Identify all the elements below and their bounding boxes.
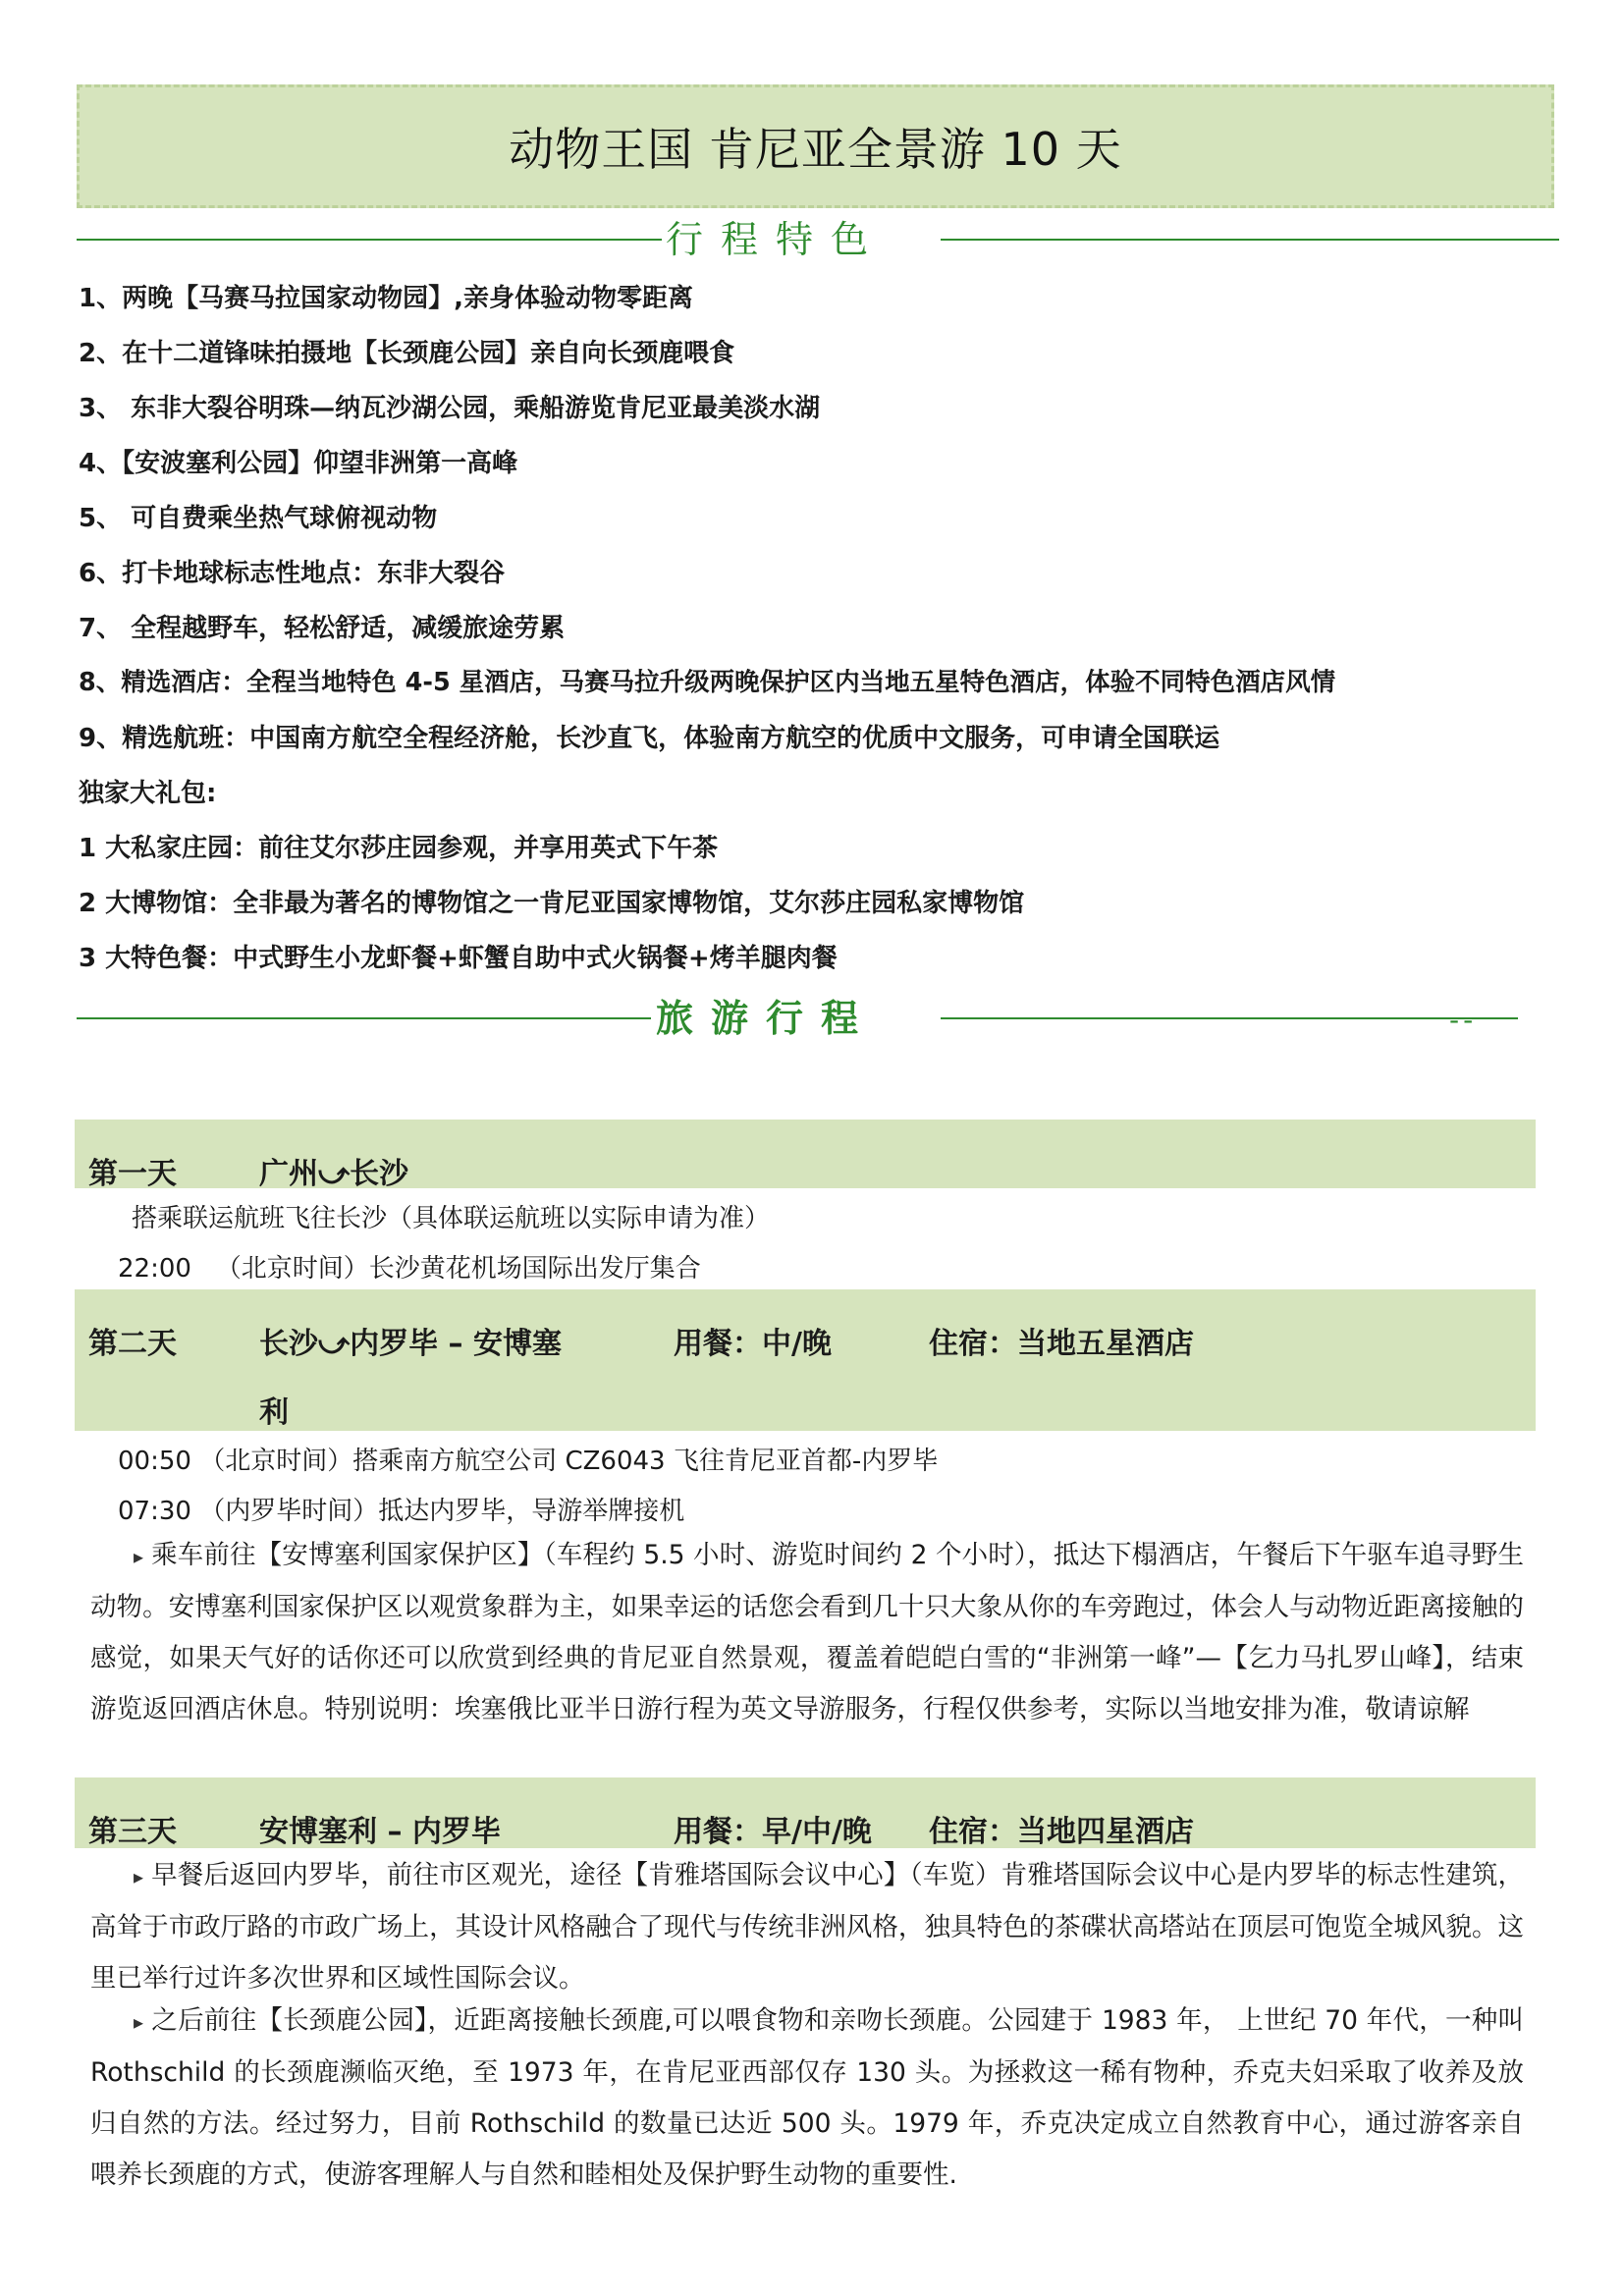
itinerary-paragraph xyxy=(90,1850,1524,2004)
day-route: 广州⤻长沙 xyxy=(259,1157,409,1191)
triangle-bullet-icon: ▸ xyxy=(134,1545,144,1568)
itinerary-line: 搭乘联运航班飞往长沙（具体联运航班以实际申请为准） xyxy=(132,1204,771,1233)
page-title: 动物王国 肯尼亚全景游 10 天 xyxy=(509,123,1122,176)
day-label: 第一天 xyxy=(88,1157,177,1191)
feature-item: 8、精选酒店：全程当地特色 4-5 星酒店，马赛马拉升级两晚保护区内当地五星特色酒店，体验不同特色酒店风情 xyxy=(79,668,1336,697)
paragraph-text: 乘车前往【安博塞利国家保护区】（车程约 5.5 小时、游览时间约 2 个小时），抵达下榻酒店，午餐后下午驱车追寻野生动物。安博塞利国家保护区以观赏象群为主，如果幸运的话您会看到几十只大象从你的车旁跑过，体会人与动物近距离接触的感觉，如果天气好的话你还可以欣赏到经典的肯尼亚自然景观，覆盖着皑皑白雪的“非洲第一峰”—【乞力马扎罗山峰】，结束游览返回酒店休息。特别说明：埃塞俄比亚半日游行程为英文导游服务，行程仅供参考，实际以当地安排为准，敬请谅解 xyxy=(90,1540,1524,1724)
day-route: 长沙⤻内罗毕 – 安博塞 xyxy=(259,1327,562,1361)
gift-item: 1 大私家庄园：前往艾尔莎庄园参观，并享用英式下午茶 xyxy=(79,834,719,863)
feature-item: 3、 东非大裂谷明珠—纳瓦沙湖公园，乘船游览肯尼亚最美淡水湖 xyxy=(79,394,821,423)
itinerary-line: 07:30 （内罗毕时间）抵达内罗毕，导游举牌接机 xyxy=(118,1497,685,1526)
title-banner xyxy=(77,84,1554,208)
section-rule-itinerary xyxy=(77,989,1481,1048)
feature-item: 4、【安波塞利公园】仰望非洲第一高峰 xyxy=(79,449,518,478)
rule-tail: -- xyxy=(1449,1004,1478,1036)
gift-item: 2 大博物馆：全非最为著名的博物馆之一肯尼亚国家博物馆，艾尔莎庄园私家博物馆 xyxy=(79,889,1025,918)
feature-item: 1、两晚【马赛马拉国家动物园】,亲身体验动物零距离 xyxy=(79,284,693,313)
section-title-features: 行程特色 xyxy=(666,218,887,261)
rule-line-right xyxy=(941,1017,1518,1019)
itinerary-line: 22:00 （北京时间）长沙黄花机场国际出发厅集合 xyxy=(118,1254,701,1284)
day-header-2 xyxy=(75,1289,1536,1431)
day-label: 第二天 xyxy=(88,1327,177,1361)
paragraph-text: 之后前往【长颈鹿公园】，近距离接触长颈鹿,可以喂食物和亲吻长颈鹿。公园建于 1983 年， 上世纪 70 年代，一种叫 Rothschild 的长颈鹿濒临灭绝，至 1973 年，在肯尼亚西部仅存 130 头。为拯救这一稀有物种，乔克夫妇采取了收养及放归自然的方法。经过努力，目前 Rothschild 的数量已达近 500 头。1979 年，乔克决定成立自然教育中心，通过游客亲自喂养长颈鹿的方式，使游客理解人与自然和睦相处及保护野生动物的重要性. xyxy=(90,2005,1524,2190)
feature-item: 7、 全程越野车，轻松舒适，减缓旅途劳累 xyxy=(79,614,566,643)
itinerary-line: 00:50 （北京时间）搭乘南方航空公司 CZ6043 飞往肯尼亚首都-内罗毕 xyxy=(118,1447,939,1476)
feature-item: 6、打卡地球标志性地点：东非大裂谷 xyxy=(79,559,506,588)
feature-item: 5、 可自费乘坐热气球俯视动物 xyxy=(79,504,438,533)
day-hotel: 住宿：当地四星酒店 xyxy=(929,1815,1194,1849)
itinerary-paragraph xyxy=(90,1995,1524,2201)
day-header-1 xyxy=(75,1120,1536,1191)
feature-item: 9、精选航班：中国南方航空全程经济舱，长沙直飞，体验南方航空的优质中文服务，可申请全国联运 xyxy=(79,724,1220,753)
day-hotel: 住宿：当地五星酒店 xyxy=(929,1327,1194,1361)
gift-heading: 独家大礼包: xyxy=(79,779,217,808)
triangle-bullet-icon: ▸ xyxy=(134,2010,144,2034)
section-title-itinerary: 旅游行程 xyxy=(656,997,877,1040)
rule-line-left xyxy=(77,239,662,241)
day-label: 第三天 xyxy=(88,1815,177,1849)
section-rule-features xyxy=(77,210,1481,269)
itinerary-paragraph xyxy=(90,1530,1524,1735)
day-route-continued: 利 xyxy=(259,1395,289,1430)
day-route: 安博塞利 – 内罗毕 xyxy=(259,1815,501,1849)
feature-item: 2、在十二道锋味拍摄地【长颈鹿公园】亲自向长颈鹿喂食 xyxy=(79,339,735,368)
day-meals: 用餐：中/晚 xyxy=(674,1327,832,1361)
day-meals: 用餐：早/中/晚 xyxy=(674,1815,872,1849)
rule-line-right xyxy=(941,239,1559,241)
gift-item: 3 大特色餐：中式野生小龙虾餐+虾蟹自助中式火锅餐+烤羊腿肉餐 xyxy=(79,944,838,973)
triangle-bullet-icon: ▸ xyxy=(134,1865,144,1888)
rule-line-left xyxy=(77,1017,651,1019)
day-header-3 xyxy=(75,1777,1536,1848)
paragraph-text: 早餐后返回内罗毕，前往市区观光，途径【肯雅塔国际会议中心】（车览）肯雅塔国际会议中心是内罗毕的标志性建筑，高耸于市政厅路的市政广场上，其设计风格融合了现代与传统非洲风格，独具特色的茶碟状高塔站在顶层可饱览全城风貌。这里已举行过许多次世界和区域性国际会议。 xyxy=(90,1860,1524,1994)
